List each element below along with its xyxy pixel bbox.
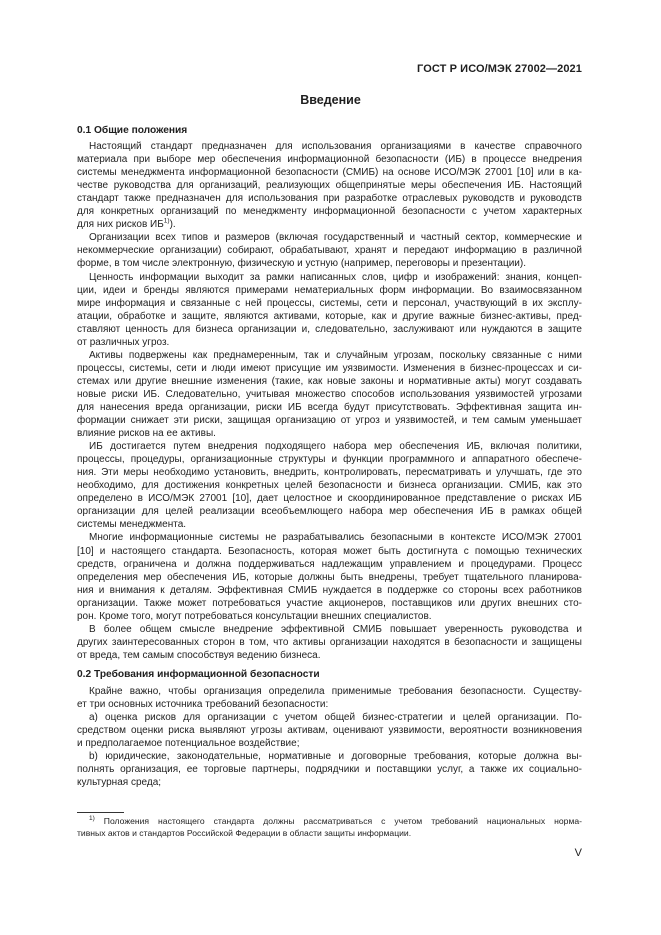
text-line: некоммерческие организации) собирают, обрабатывают, хранят и передают информацию в различной	[77, 245, 582, 257]
text-line: ции, идеи и бренды являются примерами нематериальных форм информации. Во взаимосвязанном	[77, 284, 582, 296]
requirements-paragraph-2	[77, 711, 582, 750]
text-line: новые риски ИБ. Следовательно, учитывая множество способов использования уязвимостей угрозами	[77, 388, 582, 400]
text-line: определения мер обеспечения ИБ, которые должны быть внедрены, требует тщательного планирова-	[77, 571, 582, 583]
text-line: Настоящий стандарт предназначен для использования организациями в качестве справочного	[89, 141, 582, 153]
footnote-reference[interactable]: 1)	[163, 218, 170, 225]
text-line: рон. Кроме того, могут потребоваться консультации внешних специалистов.	[77, 610, 432, 622]
footnote	[77, 816, 582, 839]
text-line: форме, в том числе электронную, физическую и устную (например, переговоры и презентации).	[77, 258, 526, 270]
text-line: для них рисков ИБ$^{1)}$).	[77, 218, 176, 231]
text-line: процессы, процедуры, организационные структуры и функции программного и аппаратного обеспече-	[77, 454, 582, 466]
general-paragraph-7	[77, 623, 582, 662]
text-line: честве руководства для организаций, реализующих общепринятые меры обеспечения ИБ. Настоящий	[77, 180, 582, 192]
document-body	[77, 124, 582, 789]
text-line: Ценность информации выходит за рамки написанных слов, цифр и изображений: знания, концеп-	[89, 271, 582, 283]
text-line: ставляют ценность для бизнеса организации и, следовательно, заслуживают или нуждаются в защите	[77, 323, 582, 335]
text-line: b) юридические, законодательные, нормативные и договорные требования, которые должна вы-	[89, 751, 582, 763]
text-line: полнять организация, ее торговые партнеры, подрядчики и поставщики услуг, а также их социально-	[77, 764, 582, 776]
text-line: ИБ достигается путем внедрения подходящего набора мер обеспечения ИБ, включая политики,	[89, 441, 582, 453]
text-line: для конкретных организаций по менеджменту информационной безопасности с учетом характерных	[77, 206, 582, 218]
text-line: других заинтересованных сторон в том, что активы организации находятся в безопасности и защищены	[77, 636, 582, 648]
text-line: системы менеджмента.	[77, 519, 187, 531]
text-line: для нанесения вреда организации, риски ИБ всегда будут присутствовать. Эффективная защита ин-	[77, 401, 582, 413]
general-paragraph-5	[77, 440, 582, 531]
text-line: материала при выборе мер обеспечения информационной безопасности (ИБ) в процессе внедрения	[77, 154, 582, 166]
page-title: Введение	[300, 93, 361, 107]
text-line: стандарт также предназначен для использования при разработке отраслевых руководств и руководств	[77, 193, 582, 205]
page-number: V	[574, 847, 582, 859]
text-line: влияние рисков на ее активы.	[77, 428, 216, 440]
document-header-standard-id: ГОСТ Р ИСО/МЭК 27002—2021	[417, 63, 582, 75]
text-line: определено в ИСО/МЭК 27001 [10], дает целостное и скоординированное представление о рисках ИБ	[77, 493, 582, 505]
text-tail: ).	[169, 219, 176, 231]
text-line: атации, обработке и защите, являются активами, которые, как и другие важные бизнес-активы, пред-	[77, 310, 582, 322]
footnote-marker: 1)	[89, 815, 95, 823]
text-line: процессы, системы, сети и люди имеют присущие им уязвимости. Изменения в бизнес-процессах и си-	[77, 362, 582, 374]
text-line: Крайне важно, чтобы организация определила применимые требования безопасности. Существу-	[89, 685, 582, 697]
text-line: системы менеджмента информационной безопасности (СМИБ) на основе ИСО/МЭК 27001 [10] или в ка-	[77, 167, 582, 179]
footnote-line-1: $^{1)}$ Положения настоящего стандарта должны рассматриваться с учетом требований национальных норма-	[89, 815, 582, 826]
text-line: ния. Эти меры необходимо установить, внедрить, контролировать, пересматривать и улучшать, где это	[77, 467, 582, 479]
text-line: стемах или другие внешние изменения (такие, как новые законы и нормативные акты) могут создавать	[77, 375, 582, 387]
text-line: организации. Также может потребоваться участие акционеров, поставщиков или других внешних сто-	[77, 597, 582, 609]
section-requirements-paragraphs	[77, 685, 582, 789]
text-line: ния и внимания к деталям. Эффективная СМИБ нуждается в поддержке со стороны всех работников	[77, 584, 582, 596]
general-paragraph-1	[77, 140, 582, 231]
text-line: Многие информационные системы не разрабатывались безопасными в контексте ИСО/МЭК 27001	[89, 532, 582, 544]
footnote-line-2: тивных актов и стандартов Российской Федерации в области защиты информации.	[77, 827, 412, 838]
general-paragraph-3	[77, 271, 582, 349]
text-line: организации для целей реализации всеобъемлющего набора мер обеспечения ИБ в рамках общей	[77, 506, 582, 518]
text-line: а) оценка рисков для организации с учетом общей бизнес-стратегии и целей организации. По-	[89, 712, 582, 724]
text-line: необходимо, для достижения конкретных целей безопасности и бизнеса организации. СМИБ, как это	[77, 480, 582, 492]
text-line: Активы подвержены как преднамеренным, так и случайным угрозам, поскольку связанные с ними	[89, 349, 582, 361]
text-line: от вреда, тем самым способствуя ведению бизнеса.	[77, 649, 321, 661]
general-paragraph-2	[77, 231, 582, 270]
text-line: культурная среда;	[77, 777, 162, 789]
section-general-paragraphs	[77, 140, 582, 662]
requirements-paragraph-1	[77, 685, 582, 711]
text-line: ет три основных источника требований безопасности:	[77, 699, 329, 711]
footnote-divider	[77, 812, 124, 813]
text-line: формации снижает эти риски, защищая организацию от угроз и уязвимостей, и тем самым уменьшает	[77, 415, 582, 427]
section-heading-general: 0.1 Общие положения	[77, 125, 188, 136]
general-paragraph-4	[77, 349, 582, 440]
requirements-paragraph-3	[77, 750, 582, 789]
text-line: [10] и настоящего стандарта. Безопасность, которая может быть достигнута с помощью технических	[77, 545, 582, 557]
text-line: средством оценки риска выявляют угрозы активам, оценивают уязвимости, вероятности возникновения	[77, 725, 582, 737]
section-heading-requirements: 0.2 Требования информационной безопасности	[77, 668, 320, 680]
text-line: В более общем смысле внедрение эффективной СМИБ повышает уверенность руководства и	[89, 623, 582, 635]
text-line: Организации всех типов и размеров (включая государственный и частный сектор, коммерческие и	[89, 232, 582, 244]
text-line: и предполагаемое потенциальное воздействие;	[77, 738, 300, 750]
text-line: средств, ограничена и должна поддерживаться надлежащим управлением и процедурами. Процесс	[77, 558, 582, 570]
general-paragraph-6	[77, 531, 582, 622]
text-line: от различных угроз.	[77, 336, 170, 348]
text-line: мире информация и связанные с ней процессы, системы, сети и персонал, участвующий в их эксплу-	[77, 297, 582, 309]
